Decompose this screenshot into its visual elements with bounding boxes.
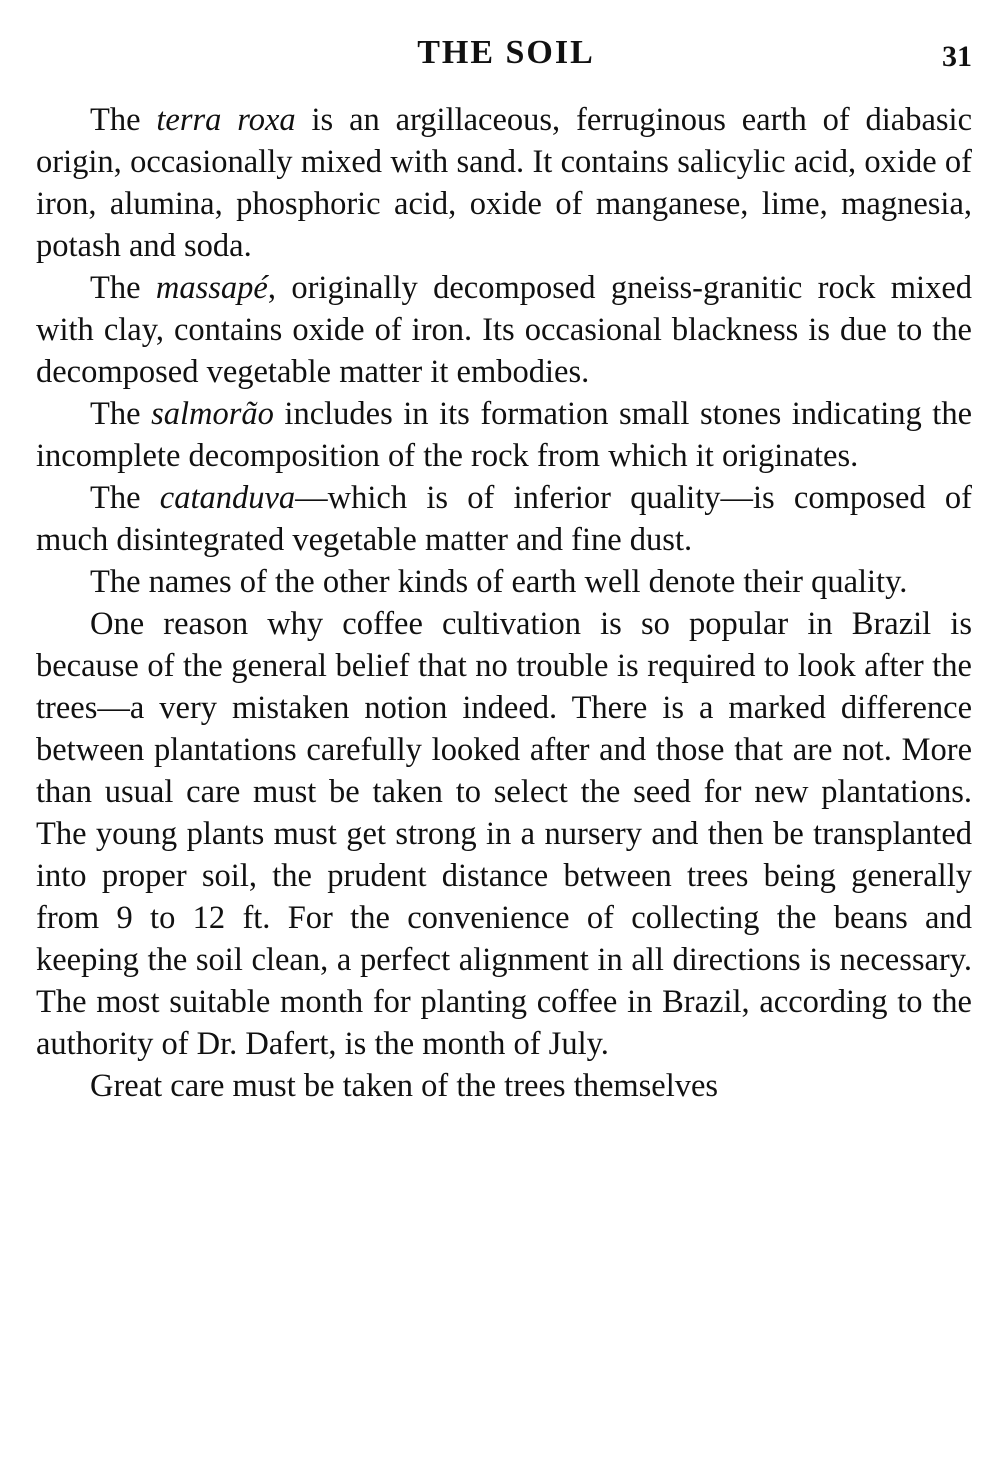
paragraph-lead: The [90, 480, 160, 516]
paragraph-lead: The [90, 396, 152, 432]
paragraph-body: includes in its formation small stones indicating the incomplete decomposition of the rock from which it originates. [36, 396, 972, 474]
soil-term-salmorao: salmorão [151, 396, 274, 432]
paragraph-massape [36, 267, 972, 393]
paragraph-care-of-trees: Great care must be taken of the trees themselves [90, 1068, 719, 1104]
paragraph-catanduva [36, 477, 972, 561]
paragraph-other-earths: The names of the other kinds of earth well denote their quality. [90, 564, 908, 600]
page-title: THE SOIL [417, 34, 595, 71]
paragraph-lead: The [90, 102, 157, 138]
paragraph-body: is an argillaceous, ferruginous earth of diabasic origin, occasionally mixed with sand. It contains salicylic acid, oxide of iron, alumina, phosphoric acid, oxide of manganese, lime, magnesia, potash and soda. [36, 102, 972, 264]
soil-term-massape: massapé [155, 270, 268, 306]
page-number: 31 [942, 40, 972, 73]
body-text [36, 99, 972, 1107]
running-head [36, 34, 976, 84]
paragraph-salmorao [36, 393, 972, 477]
paragraph-body: —which is of inferior quality—is composed of much disintegrated vegetable matter and fine dust. [36, 480, 972, 558]
paragraph-terra-roxa [36, 99, 972, 267]
soil-term-catanduva: catanduva [159, 480, 296, 516]
paragraph-body: , originally decomposed gneiss-granitic rock mixed with clay, contains oxide of iron. Its occasional blackness is due to the decomposed vegetable matter it embodies. [36, 270, 972, 390]
soil-term-terra-roxa: terra roxa [156, 102, 296, 138]
paragraph-cultivation: One reason why coffee cultivation is so popular in Brazil is because of the general belief that no trouble is required to look after the trees—a very mistaken notion indeed. There is a marked difference between plantations carefully looked after and those that are not. More than usual care must be taken to select the seed for new plantations. The young plants must get strong in a nursery and then be transplanted into proper soil, the prudent distance between trees being generally from 9 to 12 ft. For the convenience of collecting the beans and keeping the soil clean, a perfect alignment in all directions is necessary. The most suitable month for planting coffee in Brazil, according to the authority of Dr. Dafert, is the month of July. [36, 606, 972, 1062]
paragraph-lead: The [90, 270, 156, 306]
